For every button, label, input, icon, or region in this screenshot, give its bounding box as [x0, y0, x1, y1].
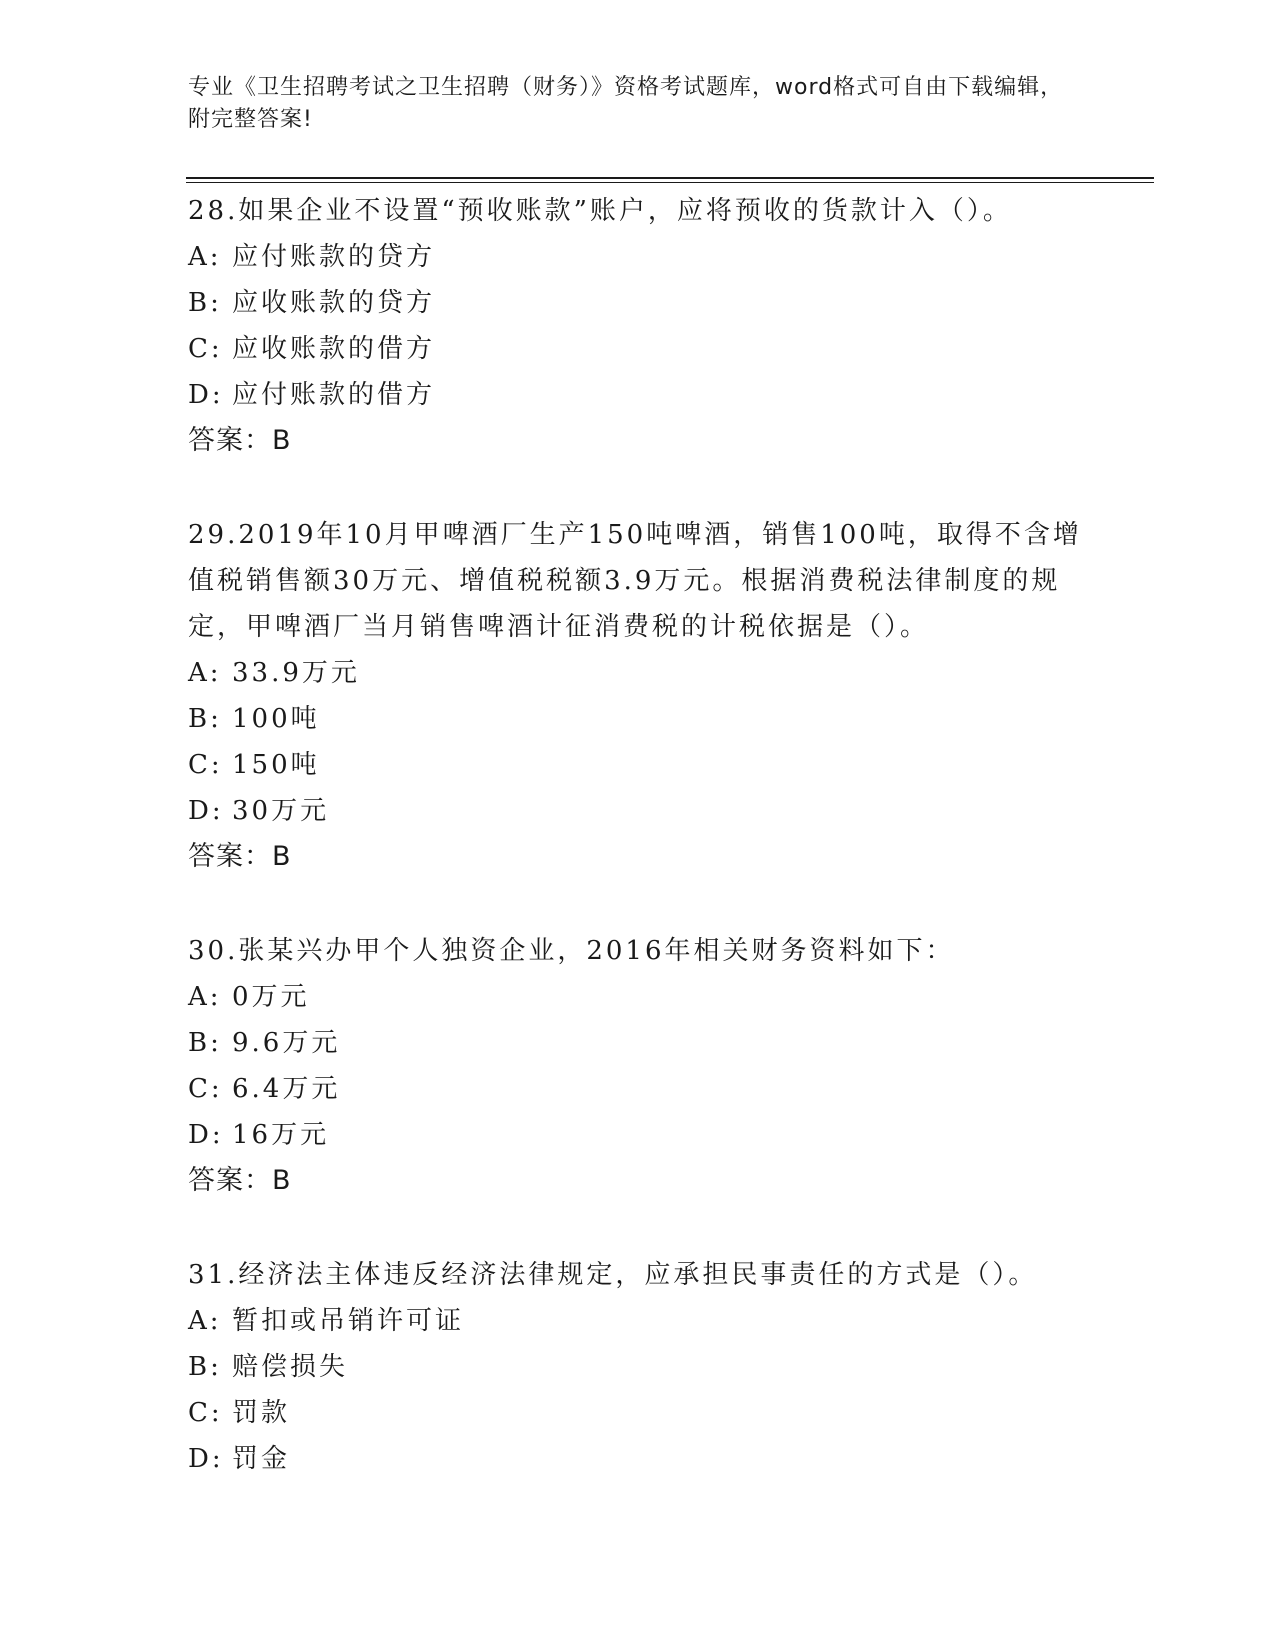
option-text: 0万元 — [232, 982, 310, 1012]
option-text: 应付账款的贷方 — [232, 242, 436, 272]
option-letter: C: — [188, 1074, 223, 1104]
option-c — [188, 1066, 1088, 1112]
question-item — [188, 188, 1088, 464]
option-letter: D: — [188, 1120, 224, 1150]
question-stem: 28.如果企业不设置“预收账款”账户，应将预收的货款计入（）。 — [188, 196, 1012, 226]
option-letter: B: — [188, 288, 222, 318]
option-d — [188, 1436, 1088, 1482]
question-stem: 29.2019年10月甲啤酒厂生产150吨啤酒，销售100吨，取得不含增值税销售额30万元、增值税税额3.9万元。根据消费税法律制度的规定，甲啤酒厂当月销售啤酒计征消费税的计税依据是（）。 — [188, 520, 1082, 642]
question-stem: 31.经济法主体违反经济法律规定，应承担民事责任的方式是（）。 — [188, 1260, 1038, 1290]
option-text: 暂扣或吊销许可证 — [232, 1306, 465, 1336]
option-a — [188, 650, 1088, 696]
option-c — [188, 742, 1088, 788]
option-text: 16万元 — [232, 1120, 330, 1150]
option-letter: A: — [188, 658, 222, 688]
option-text: 33.9万元 — [232, 658, 360, 688]
option-text: 9.6万元 — [232, 1028, 341, 1058]
option-c — [188, 1390, 1088, 1436]
option-text: 100吨 — [232, 704, 320, 734]
option-letter: D: — [188, 796, 224, 826]
answer-line: 答案：B — [188, 1165, 292, 1196]
option-a — [188, 1298, 1088, 1344]
option-text: 应收账款的借方 — [232, 334, 436, 364]
answer-line: 答案：B — [188, 425, 292, 456]
document-header: 专业《卫生招聘考试之卫生招聘（财务）》资格考试题库，word格式可自由下载编辑，附完整答案! — [188, 75, 1064, 132]
option-letter: B: — [188, 704, 222, 734]
option-b — [188, 1020, 1088, 1066]
option-letter: B: — [188, 1028, 222, 1058]
question-spacer — [188, 1204, 1088, 1252]
option-letter: C: — [188, 334, 223, 364]
option-letter: A: — [188, 242, 222, 272]
option-a — [188, 234, 1088, 280]
answer-line: 答案：B — [188, 841, 292, 872]
option-text: 30万元 — [232, 796, 330, 826]
option-d — [188, 1112, 1088, 1158]
question-item — [188, 1252, 1088, 1482]
option-d — [188, 788, 1088, 834]
option-letter: C: — [188, 1398, 223, 1428]
option-letter: C: — [188, 750, 223, 780]
option-d — [188, 372, 1088, 418]
option-c — [188, 326, 1088, 372]
option-text: 罚款 — [232, 1398, 291, 1428]
header-divider — [186, 177, 1154, 183]
option-text: 赔偿损失 — [232, 1352, 349, 1382]
option-letter: D: — [188, 1444, 224, 1474]
question-spacer — [188, 880, 1088, 928]
option-letter: B: — [188, 1352, 222, 1382]
option-text: 应付账款的借方 — [232, 380, 436, 410]
option-text: 应收账款的贷方 — [232, 288, 436, 318]
option-text: 罚金 — [232, 1444, 291, 1474]
question-list — [188, 188, 1088, 1482]
option-b — [188, 696, 1088, 742]
option-text: 150吨 — [232, 750, 320, 780]
option-letter: D: — [188, 380, 224, 410]
option-letter: A: — [188, 982, 222, 1012]
question-item — [188, 512, 1088, 880]
option-b — [188, 280, 1088, 326]
option-text: 6.4万元 — [232, 1074, 341, 1104]
question-item — [188, 928, 1088, 1204]
option-b — [188, 1344, 1088, 1390]
option-a — [188, 974, 1088, 1020]
question-spacer — [188, 464, 1088, 512]
question-stem: 30.张某兴办甲个人独资企业，2016年相关财务资料如下： — [188, 936, 955, 966]
option-letter: A: — [188, 1306, 222, 1336]
